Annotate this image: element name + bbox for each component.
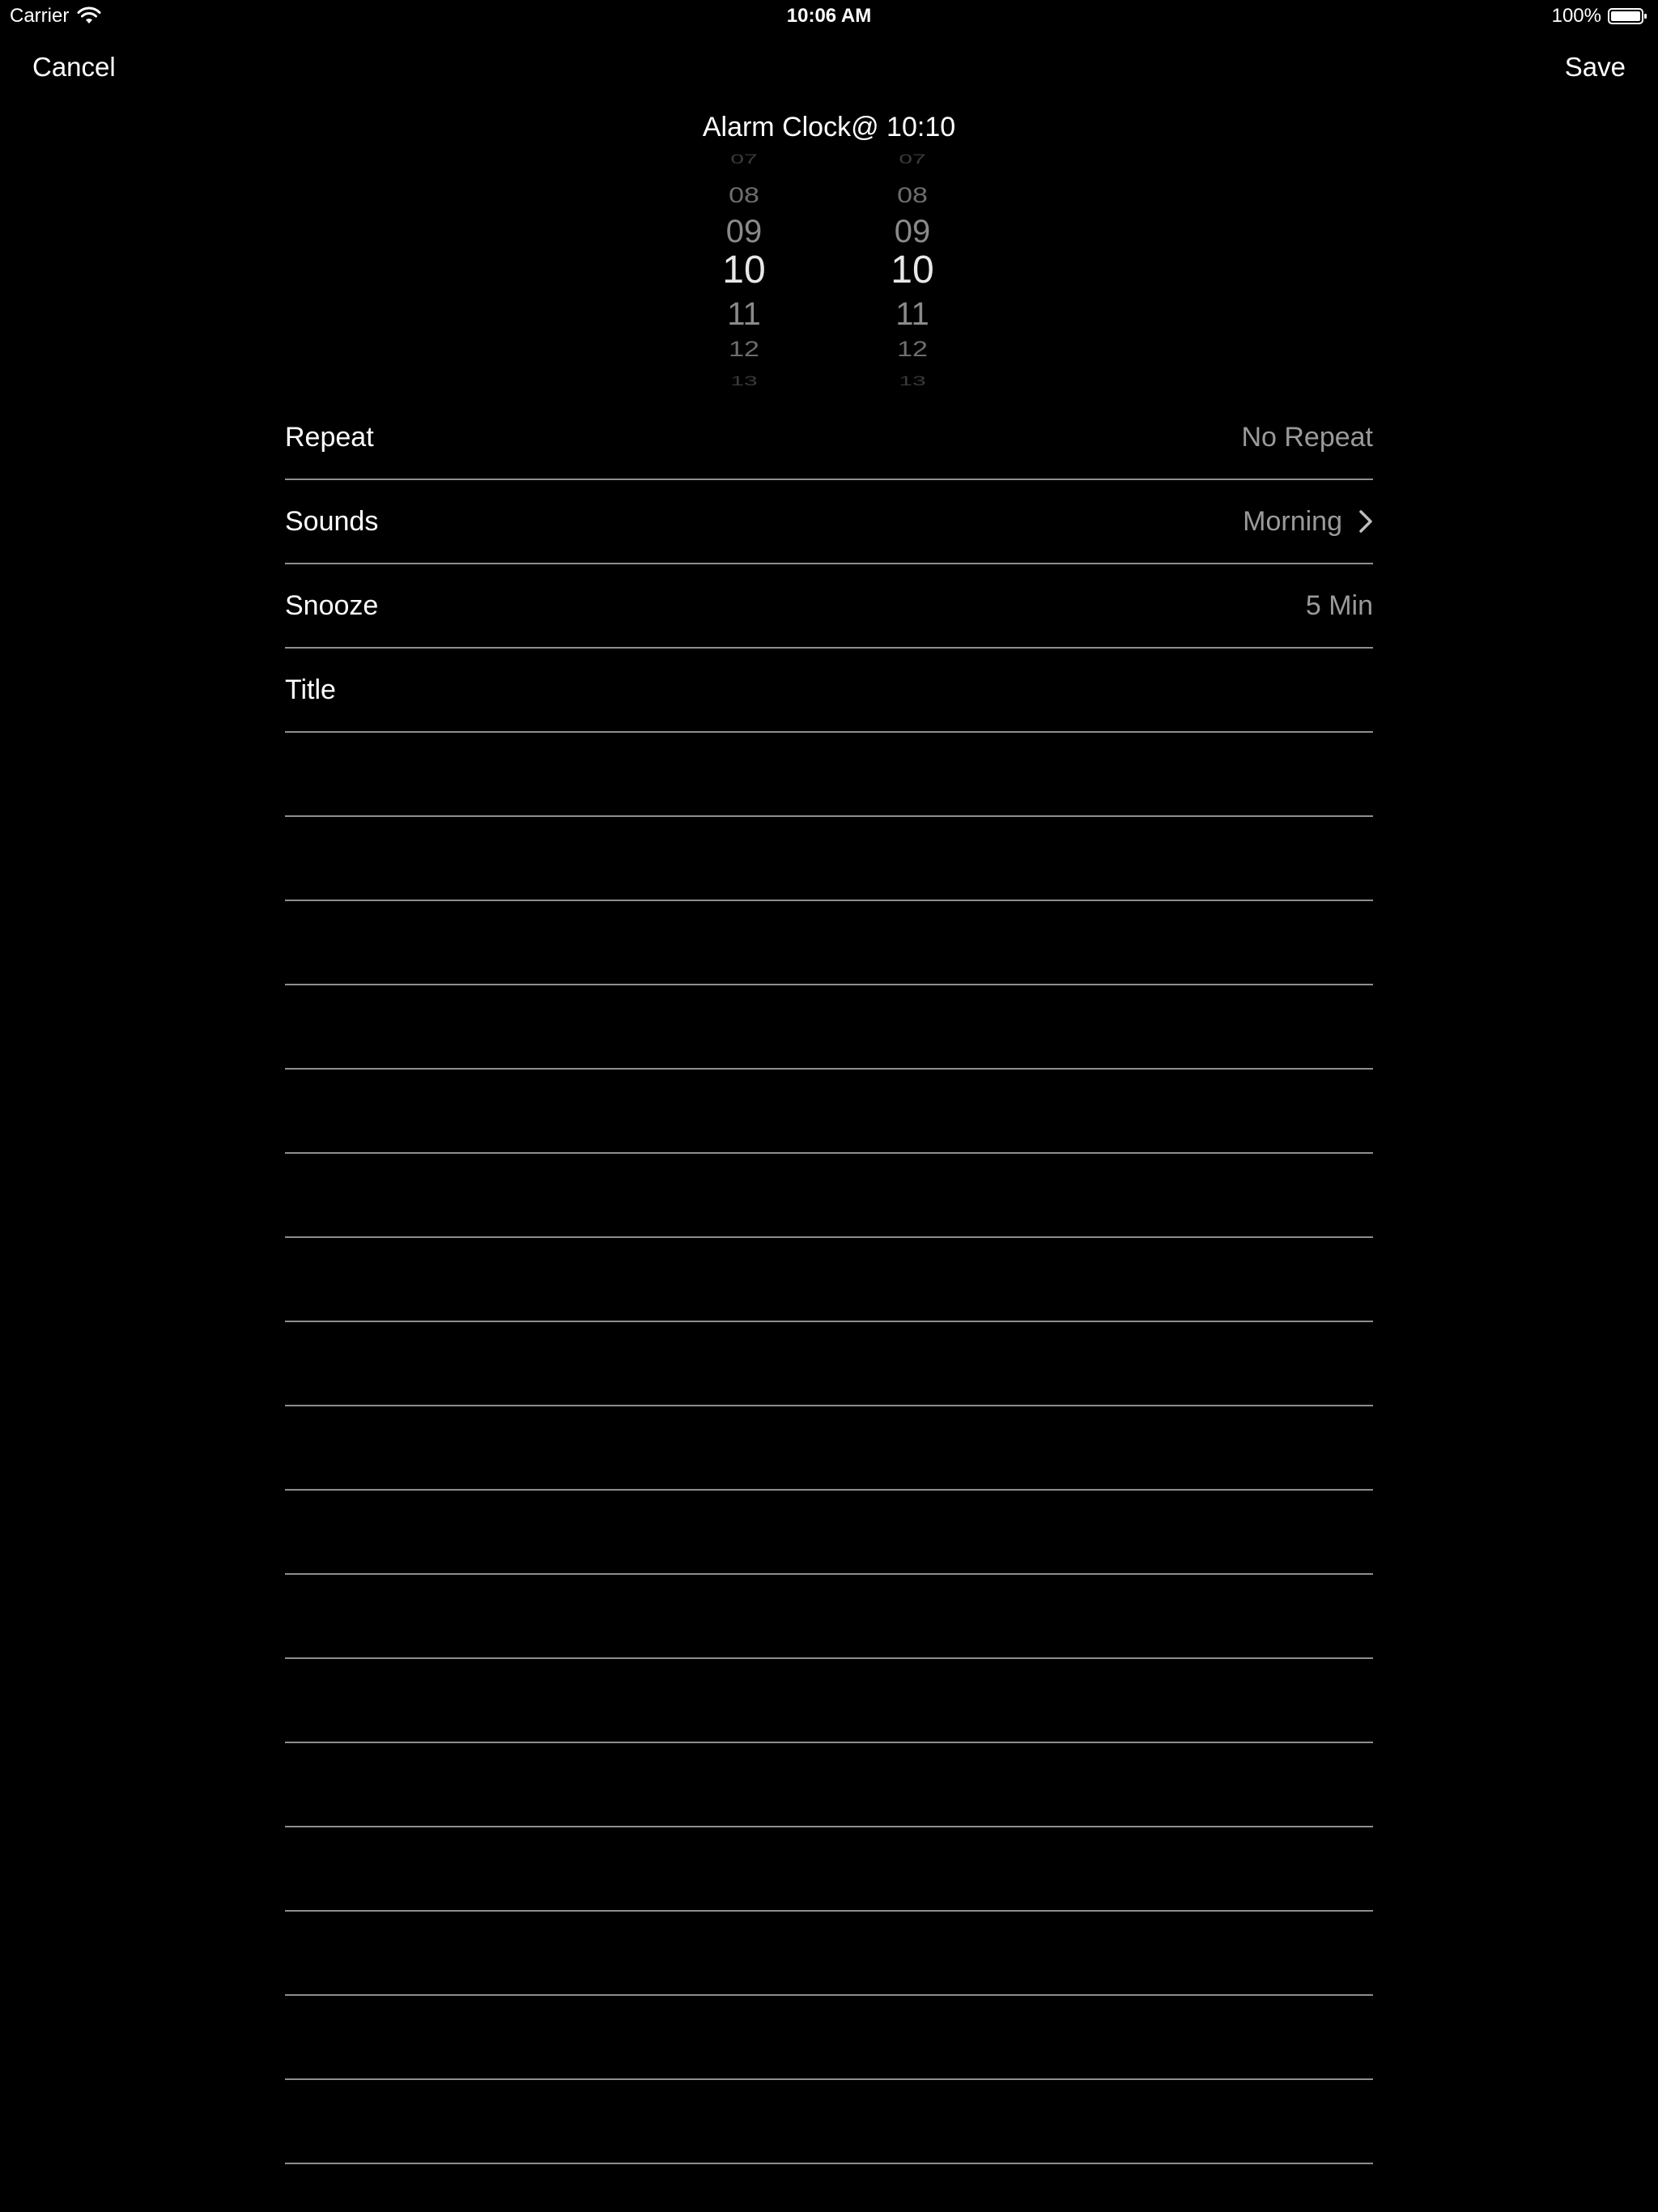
status-battery-group	[1552, 5, 1648, 28]
repeat-label: Repeat	[285, 422, 374, 453]
separator-line	[285, 479, 1373, 480]
snooze-row[interactable]	[285, 564, 1373, 648]
minute-option[interactable]: 11	[895, 296, 929, 332]
separator-line	[285, 1321, 1373, 1322]
separator-line	[285, 2163, 1373, 2164]
cancel-button[interactable]: Cancel	[32, 52, 116, 82]
minute-option[interactable]: 09	[894, 214, 931, 249]
chevron-right-icon	[1358, 509, 1373, 534]
separator-line	[285, 1236, 1373, 1238]
separator-line	[285, 815, 1373, 817]
alarm-title: Alarm Clock@ 10:10	[702, 112, 956, 143]
separator-line	[285, 647, 1373, 649]
separator-line	[285, 1405, 1373, 1406]
snooze-label: Snooze	[285, 590, 379, 621]
sounds-row[interactable]	[285, 479, 1373, 564]
title-label: Title	[285, 674, 336, 705]
separator-line	[285, 1910, 1373, 1912]
sounds-label: Sounds	[285, 506, 379, 537]
save-button[interactable]: Save	[1564, 52, 1626, 82]
separator-line	[285, 2078, 1373, 2080]
battery-icon	[1608, 7, 1648, 25]
separator-line	[285, 1657, 1373, 1659]
minute-option[interactable]: 13	[899, 373, 926, 389]
separator-line	[285, 1573, 1373, 1575]
separator-line	[285, 1152, 1373, 1154]
snooze-value: 5 Min	[1305, 590, 1373, 621]
battery-percent: 100%	[1551, 5, 1601, 27]
repeat-row[interactable]	[285, 395, 1373, 479]
separator-line	[285, 563, 1373, 564]
time-picker[interactable]	[0, 151, 1658, 389]
separator-line	[285, 731, 1373, 733]
hour-option[interactable]: 07	[730, 151, 758, 167]
minute-picker-column[interactable]	[860, 151, 965, 389]
sounds-value: Morning	[1243, 506, 1342, 537]
hour-option[interactable]: 10	[722, 249, 766, 291]
hour-option[interactable]: 09	[725, 214, 763, 249]
hour-option[interactable]: 12	[729, 336, 759, 362]
separator-line	[285, 984, 1373, 985]
title-row[interactable]	[285, 648, 1373, 732]
minute-option[interactable]: 08	[897, 182, 928, 208]
status-bar	[0, 0, 1658, 32]
sounds-value-group	[1243, 479, 1373, 564]
minute-option[interactable]: 12	[897, 336, 928, 362]
hour-picker-column[interactable]	[691, 151, 797, 389]
separator-line	[285, 1826, 1373, 1827]
separator-line	[285, 900, 1373, 901]
carrier-label: Carrier	[10, 5, 70, 27]
separator-line	[285, 1068, 1373, 1070]
separator-line	[285, 1489, 1373, 1491]
hour-option[interactable]: 08	[729, 182, 759, 208]
hour-option[interactable]: 11	[727, 296, 761, 332]
status-time: 10:06 AM	[786, 5, 872, 27]
separator-line	[285, 1742, 1373, 1743]
repeat-value: No Repeat	[1241, 422, 1373, 453]
separator-line	[285, 1994, 1373, 1996]
minute-option[interactable]: 10	[891, 249, 934, 291]
minute-option[interactable]: 07	[899, 151, 926, 167]
hour-option[interactable]: 13	[730, 373, 758, 389]
